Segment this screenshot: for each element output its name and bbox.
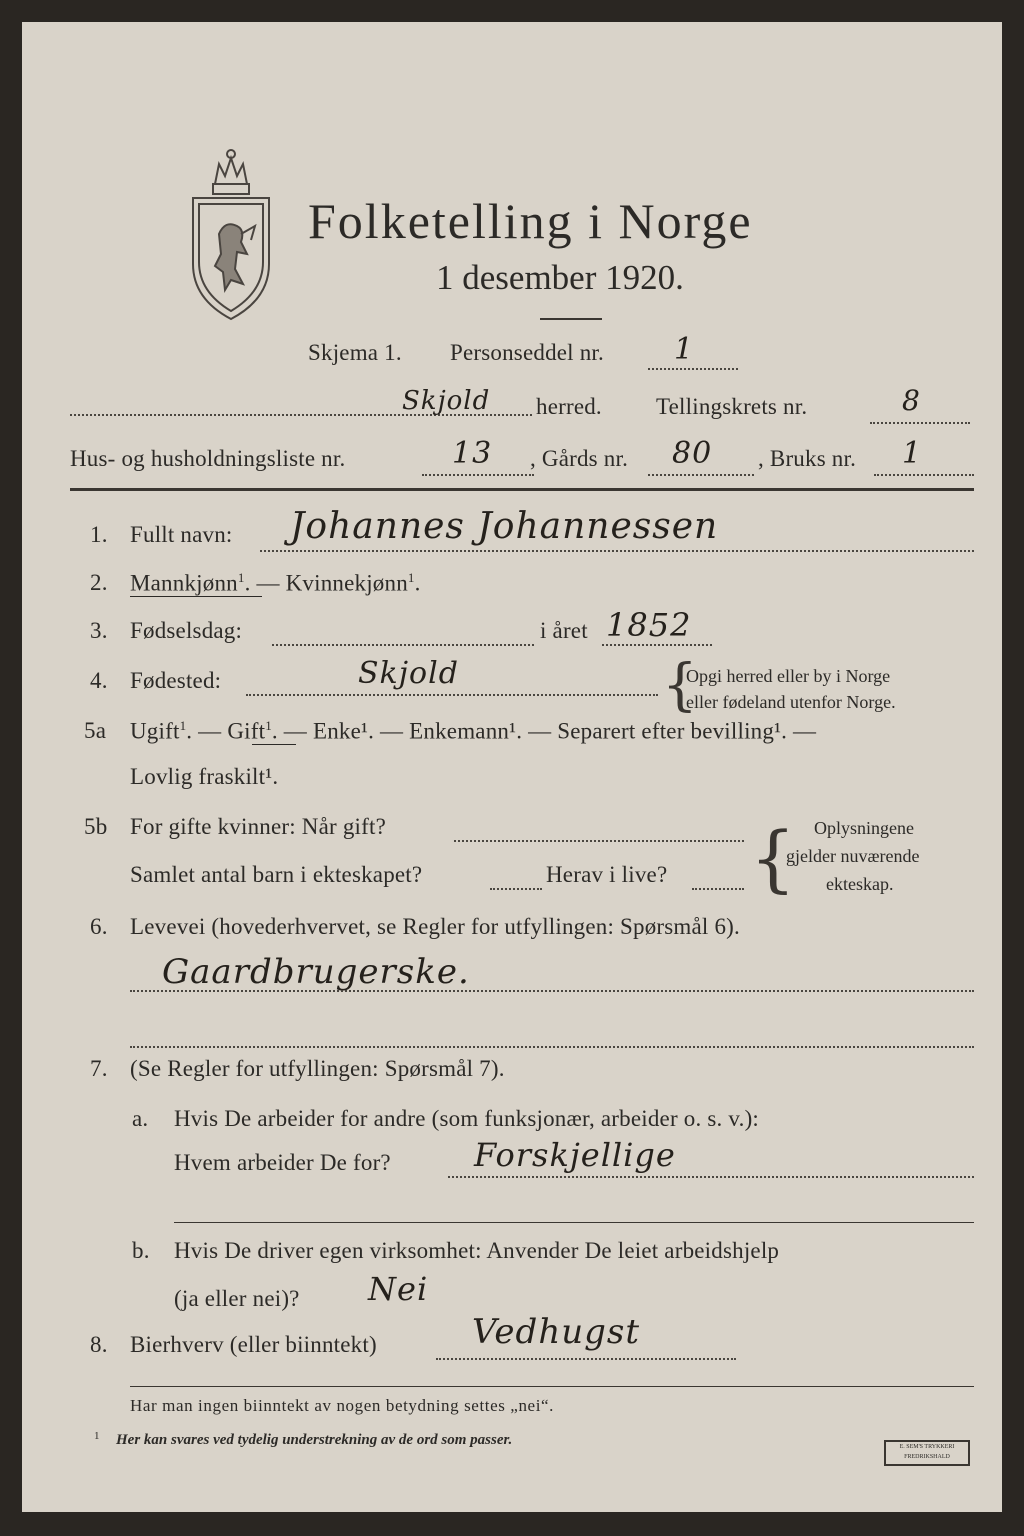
coat-of-arms-icon — [185, 134, 277, 324]
census-form — [22, 22, 1002, 1512]
title-divider — [540, 318, 602, 320]
sex-male-option: Mannkjønn — [130, 570, 238, 596]
q7b-question: Hvis De driver egen virksomhet: Anvender De leiet arbeidshjelp — [174, 1238, 780, 1263]
tellingskrets-value: 8 — [902, 384, 921, 417]
q5b-note-line1: Oplysningene — [814, 818, 914, 838]
herred-label: herred. — [536, 394, 602, 419]
sex-end: . — [414, 570, 421, 596]
q7a-extra-line — [174, 1222, 974, 1223]
status-divorced: Lovlig fraskilt¹. — [130, 764, 279, 789]
occupation-value: Gaardbrugerske. — [162, 952, 470, 992]
q1-label: Fullt navn: — [130, 522, 233, 547]
status-unmarried-footnote: 1 — [179, 718, 187, 733]
q5b-brace: { — [750, 816, 796, 900]
birth-year-label: i året — [540, 618, 588, 643]
q5b-note-line3: ekteskap. — [826, 874, 894, 894]
q7a-question: Hvis De arbeider for andre (som funksjonær, arbeider o. s. v.): — [174, 1106, 760, 1131]
sex-female-footnote: 1 — [407, 570, 415, 585]
q2-number: 2. — [90, 570, 108, 595]
birthday-line — [272, 644, 534, 646]
hus-label: Hus- og husholdningsliste nr. — [70, 446, 346, 471]
q4-number: 4. — [90, 668, 108, 693]
q5b-number: 5b — [84, 814, 108, 839]
sex-male-footnote: 1 — [237, 570, 245, 585]
q3-number: 3. — [90, 618, 108, 643]
status-others: . — Enke¹. — Enkemann¹. — Separert efter bevilling¹. — — [271, 718, 817, 744]
form-title: Folketelling i Norge — [308, 193, 753, 249]
footnote-mark: 1 — [94, 1430, 100, 1442]
q6-label: Levevei (hovederhvervet, se Regler for utfyllingen: Spørsmål 6). — [130, 914, 740, 939]
married-underline — [252, 744, 296, 745]
status-sep: . — — [186, 718, 228, 744]
bruks-label: , Bruks nr. — [758, 446, 857, 471]
q5b-children-label: Samlet antal barn i ekteskapet? — [130, 862, 423, 887]
hired-help-value: Nei — [368, 1270, 429, 1308]
bruks-line — [874, 474, 974, 476]
male-underline — [130, 596, 262, 597]
side-income-value: Vedhugst — [472, 1312, 640, 1352]
employer-value: Forskjellige — [474, 1136, 676, 1174]
q5b-alive-label: Herav i live? — [546, 862, 668, 887]
q8-label: Bierhverv (eller biinntekt) — [130, 1332, 377, 1357]
q1-line — [260, 550, 974, 552]
q5b-alive-line — [692, 888, 744, 890]
q5b-marriage-date-label: For gifte kvinner: Når gift? — [130, 814, 386, 839]
tellingskrets-label: Tellingskrets nr. — [656, 394, 808, 419]
tellingskrets-line — [870, 422, 970, 424]
birthplace-line — [246, 694, 658, 696]
birth-year-value: 1852 — [606, 606, 692, 644]
q7-label: (Se Regler for utfyllingen: Spørsmål 7). — [130, 1056, 505, 1081]
q7b-yesno-label: (ja eller nei)? — [174, 1286, 300, 1311]
q5b-note-line2: gjelder nuværende — [786, 846, 920, 866]
hus-line — [422, 474, 534, 476]
status-unmarried: Ugift — [130, 718, 180, 744]
birthplace-value: Skjold — [358, 656, 459, 691]
q3-label: Fødselsdag: — [130, 618, 243, 643]
occupation-line2 — [130, 1046, 974, 1048]
q1-number: 1. — [90, 522, 108, 547]
personseddel-label: Personseddel nr. — [450, 340, 604, 365]
full-name-value: Johannes Johannessen — [290, 506, 719, 547]
q4-note-line1: Opgi herred eller by i Norge — [686, 666, 891, 686]
footnote-text: Her kan svares ved tydelig understrekning av de ord som passer. — [116, 1432, 513, 1448]
printer-stamp: E. SEM'S TRYKKERI FREDRIKSHALD — [884, 1440, 970, 1466]
q8-number: 8. — [90, 1332, 108, 1357]
q8-line — [436, 1358, 736, 1360]
gards-label: , Gårds nr. — [530, 446, 629, 471]
marital-status-options — [130, 718, 816, 745]
footer-note: Har man ingen biinntekt av nogen betydning settes „nei“. — [130, 1396, 555, 1415]
q7-number: 7. — [90, 1056, 108, 1081]
q7b-letter: b. — [132, 1238, 150, 1263]
birth-year-line — [602, 644, 712, 646]
q7a-employer-line — [448, 1176, 974, 1178]
sex-options — [130, 570, 421, 597]
bruks-value: 1 — [902, 436, 923, 471]
q5b-children-line — [490, 888, 542, 890]
gards-line — [648, 474, 754, 476]
q5b-marriage-date-line — [454, 840, 744, 842]
q5a-number: 5a — [84, 718, 107, 743]
skjema-label: Skjema 1. — [308, 340, 402, 365]
personseddel-line — [648, 368, 738, 370]
q4-note-line2: eller fødeland utenfor Norge. — [686, 692, 896, 712]
q6-number: 6. — [90, 914, 108, 939]
gards-value: 80 — [672, 436, 713, 471]
q7a-employer-label: Hvem arbeider De for? — [174, 1150, 391, 1175]
census-date: 1 desember 1920. — [436, 258, 684, 297]
occupation-line1 — [130, 990, 974, 992]
q7a-letter: a. — [132, 1106, 149, 1131]
status-married-footnote: 1 — [265, 718, 272, 733]
footer-divider — [130, 1386, 974, 1387]
header-separator — [70, 488, 974, 491]
hus-value: 13 — [452, 436, 493, 471]
herred-value: Skjold — [402, 386, 491, 416]
q4-brace: { — [662, 653, 698, 718]
q4-label: Fødested: — [130, 668, 222, 693]
sex-female-option: . — Kvinnekjønn — [244, 570, 408, 596]
personseddel-value: 1 — [674, 332, 695, 367]
status-married: Gift — [227, 718, 266, 744]
